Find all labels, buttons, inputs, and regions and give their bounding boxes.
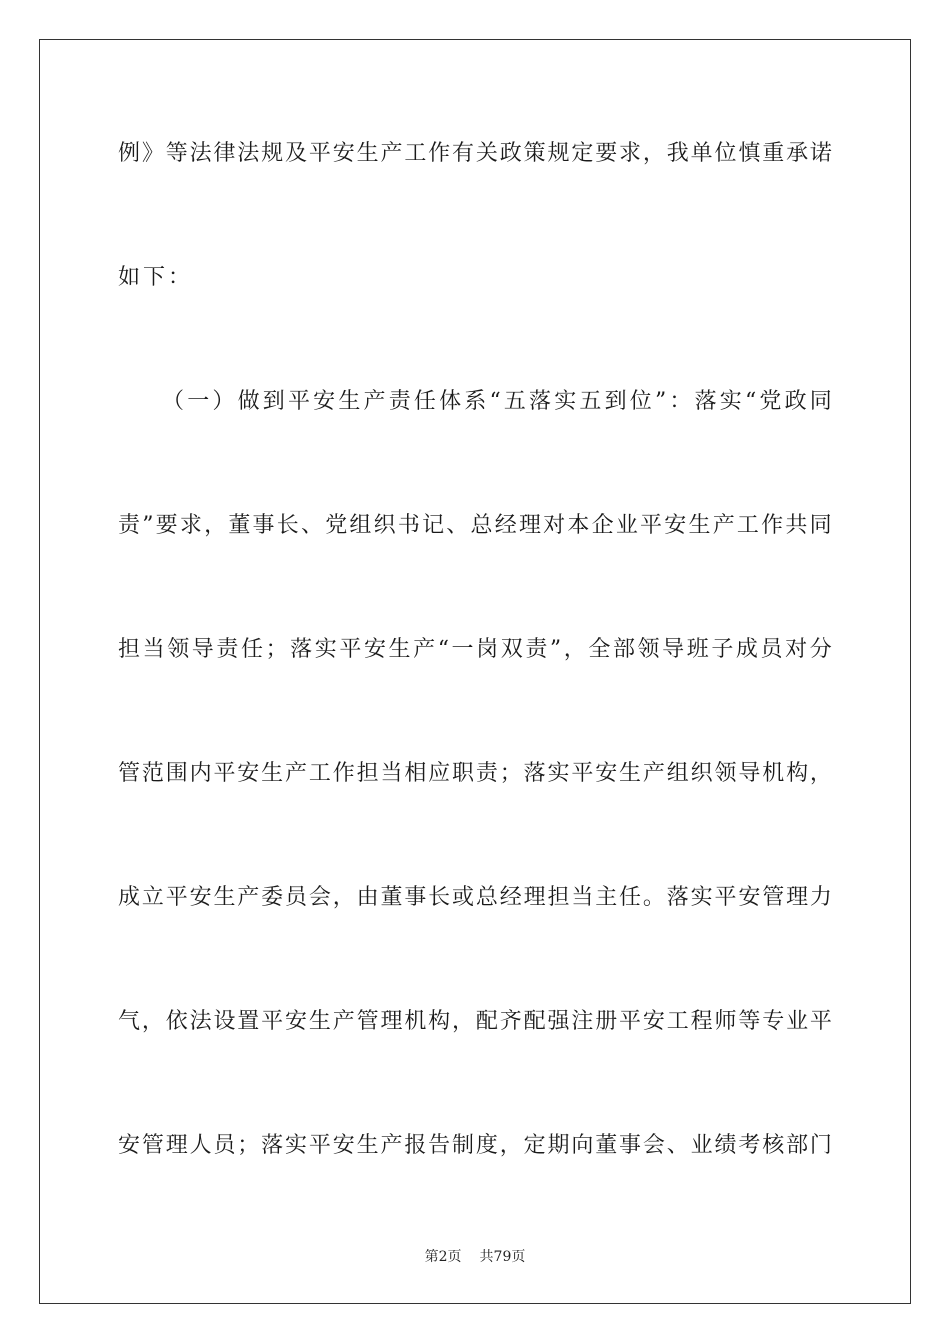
text-line-1: 例 》 等 法 律 法 规 及 平 安 生 产 工 作 有 关 政 策 规 定 要 求 ， 我 单 位 慎 重 承 诺 [118,141,832,166]
text-line-7: 成 立 平 安 生 产 委 员 会 ， 由 董 事 长 或 总 经 理 担 当 主 任 。 落 实 平 安 管 理 力 [118,885,832,910]
text-line-3: （ 一 ） 做 到 平 安 生 产 责 任 体 系 “ 五 落 实 五 到 位 ” ： 落 实 “ 党 政 同 [162,389,832,414]
text-line-6: 管 范 围 内 平 安 生 产 工 作 担 当 相 应 职 责 ； 落 实 平 安 生 产 组 织 领 导 机 构 ， [118,761,832,786]
text-line-2: 如下： [118,265,194,290]
text-line-9: 安 管 理 人 员 ； 落 实 平 安 生 产 报 告 制 度 ， 定 期 向 董 事 会 、 业 绩 考 核 部 门 [118,1133,832,1158]
text-line-4: 责 ” 要 求 ， 董 事 长 、 党 组 织 书 记 、 总 经 理 对 本 企 业 平 安 生 产 工 作 共 同 [118,513,832,538]
page-footer [0,1247,950,1267]
text-line-5: 担 当 领 导 责 任 ； 落 实 平 安 生 产 “ 一 岗 双 责 ” ， 全 部 领 导 班 子 成 员 对 分 [118,637,832,662]
page-border [39,39,911,1304]
page-total: 共79页 [479,1249,526,1265]
text-line-8: 气 ， 依 法 设 置 平 安 生 产 管 理 机 构 ， 配 齐 配 强 注 册 平 安 工 程 师 等 专 业 平 [118,1009,832,1034]
page-number: 第2页 [424,1249,462,1265]
